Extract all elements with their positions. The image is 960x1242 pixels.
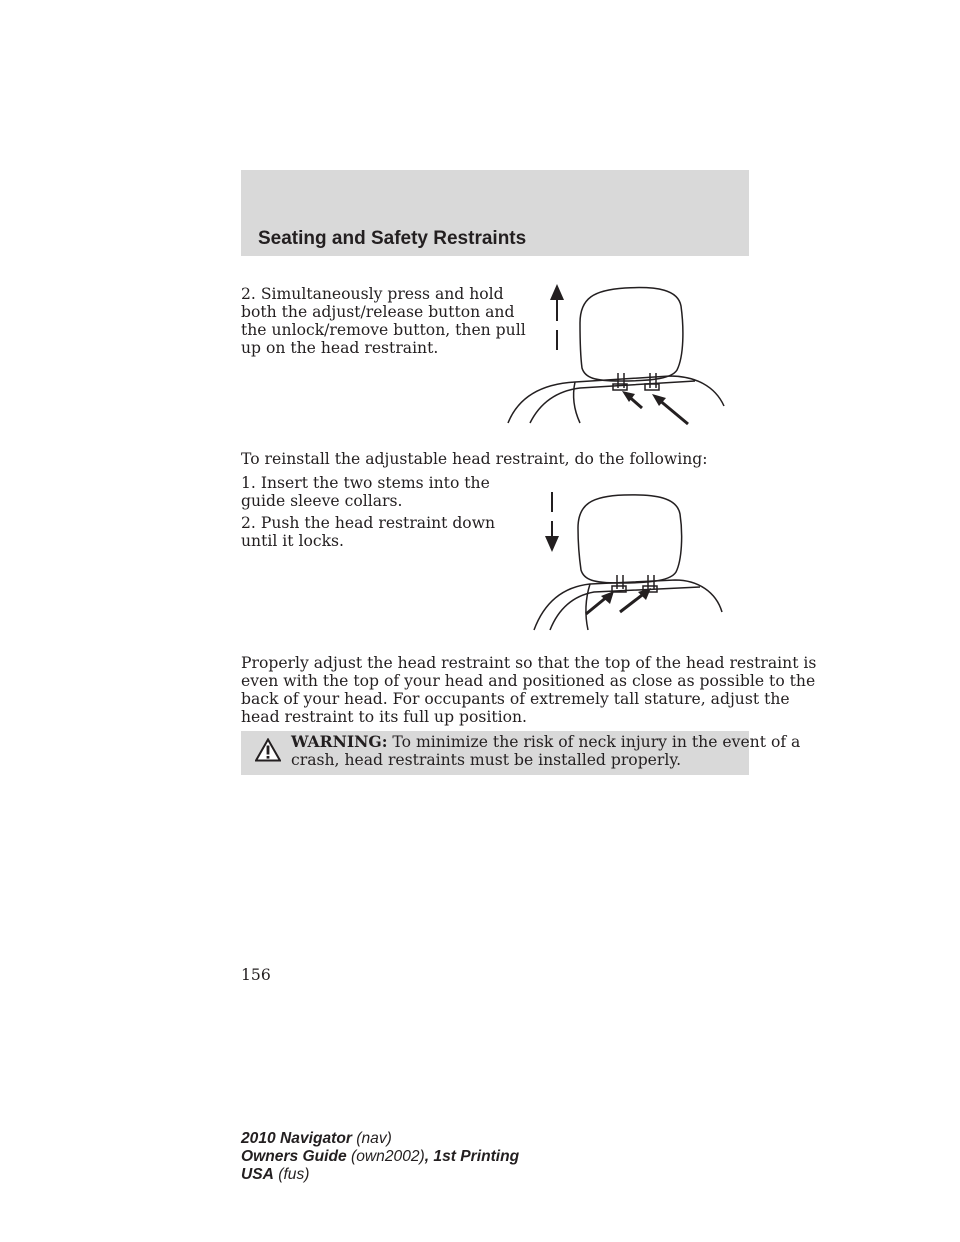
adjust-line: Properly adjust the head restraint so that the top of the head restraint is (241, 654, 817, 672)
step-remove-line: both the adjust/release button and (241, 303, 515, 321)
footer-market: USA (241, 1166, 274, 1183)
page-number: 156 (241, 966, 271, 984)
step-remove-paragraph (241, 285, 526, 357)
footer-model-code: (nav) (351, 1130, 392, 1147)
warning-triangle-icon (255, 738, 281, 762)
footer-market-code: (fus) (273, 1166, 310, 1183)
head-restraint-installation-illustration (500, 488, 730, 633)
warning-box (241, 731, 801, 775)
step-insert-line: guide sleeve collars. (241, 492, 403, 510)
adjust-paragraph (241, 654, 816, 726)
adjust-line: back of your head. For occupants of extremely tall stature, adjust the (241, 690, 790, 708)
document-footer (241, 1130, 519, 1184)
reinstall-intro: To reinstall the adjustable head restraint, do the following: (241, 450, 708, 468)
adjust-line: head restraint to its full up position. (241, 708, 528, 726)
section-header-band (241, 170, 749, 256)
step-remove-line: up on the head restraint. (241, 339, 439, 357)
warning-text-line1: To minimize the risk of neck injury in the event of a (387, 733, 801, 751)
adjust-line: even with the top of your head and positioned as close as possible to the (241, 672, 816, 690)
step-push-paragraph (241, 514, 495, 550)
head-restraint-removal-illustration (500, 278, 730, 428)
arrow-down-icon (545, 536, 559, 552)
section-title: Seating and Safety Restraints (258, 228, 527, 249)
warning-text-line2: crash, head restraints must be installed properly. (291, 751, 682, 769)
step-remove-line: the unlock/remove button, then pull (241, 321, 526, 339)
step-push-line: 2. Push the head restraint down (241, 514, 496, 532)
step-remove-line: 2. Simultaneously press and hold (241, 285, 504, 303)
footer-guide-code: (own2002) (346, 1148, 425, 1165)
warning-text (291, 733, 800, 769)
step-insert-paragraph (241, 474, 490, 510)
step-insert-line: 1. Insert the two stems into the (241, 474, 490, 492)
footer-guide: Owners Guide (241, 1148, 347, 1165)
warning-label: WARNING: (291, 732, 388, 751)
footer-printing: , 1st Printing (424, 1148, 520, 1165)
footer-model: 2010 Navigator (241, 1130, 352, 1147)
step-push-line: until it locks. (241, 532, 345, 550)
arrow-up-icon (550, 284, 564, 300)
